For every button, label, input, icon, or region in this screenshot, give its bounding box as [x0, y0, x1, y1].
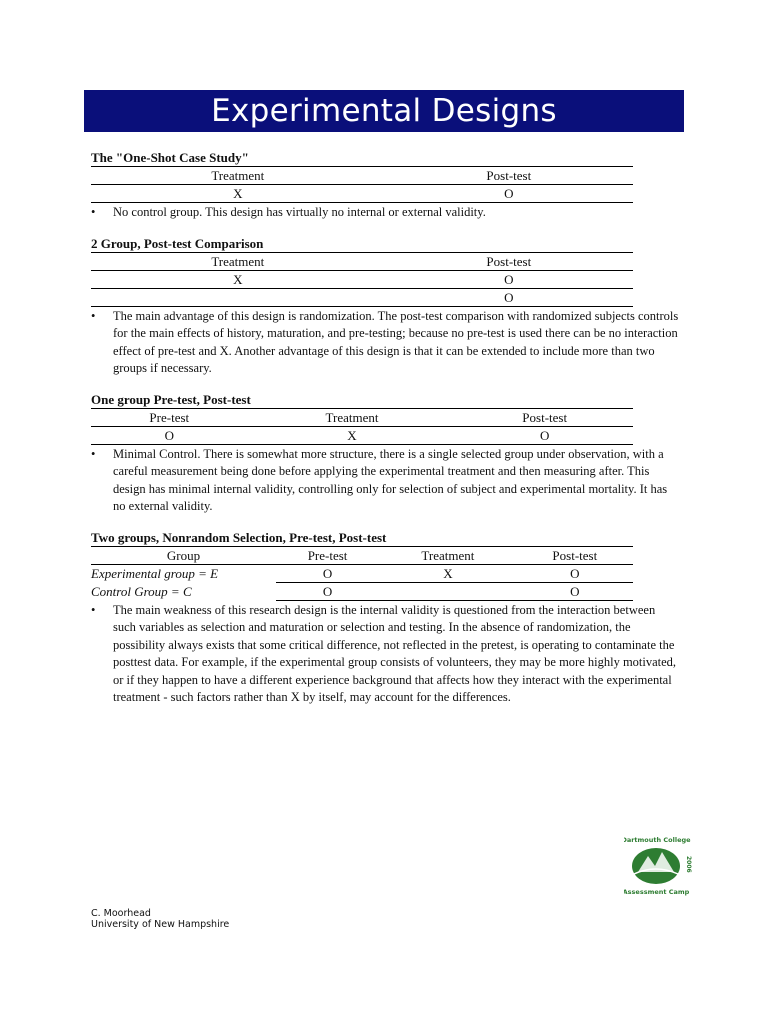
author-affiliation: University of New Hampshire	[91, 919, 230, 930]
table-cell: X	[91, 185, 385, 203]
design-table	[91, 546, 633, 601]
table-header: Treatment	[379, 546, 517, 564]
table-header: Treatment	[91, 167, 385, 185]
table-header: Treatment	[248, 408, 457, 426]
section-title: 2 Group, Post-test Comparison	[91, 235, 264, 251]
design-table	[91, 252, 633, 307]
table-header: Pre-test	[276, 546, 379, 564]
document-body	[91, 150, 681, 721]
table-cell	[91, 288, 385, 306]
bullet-point	[91, 602, 681, 707]
section-two-groups-nonrandom	[91, 530, 681, 707]
section-title: One group Pre-test, Post-test	[91, 391, 251, 407]
bullet-point	[91, 446, 681, 516]
table-cell: O	[517, 564, 633, 582]
table-cell: Control Group = C	[91, 583, 192, 599]
table-cell: O	[276, 564, 379, 582]
table-cell: Experimental group = E	[91, 565, 219, 581]
logo-year-text: 2006	[685, 856, 692, 873]
table-header: Pre-test	[91, 408, 248, 426]
assessment-camp-logo	[624, 834, 694, 898]
section-title: Two groups, Nonrandom Selection, Pre-test, Post-test	[91, 529, 387, 545]
table-header: Post-test	[517, 546, 633, 564]
bullet-text: No control group. This design has virtually no internal or external validity.	[113, 205, 486, 219]
section-title: The "One-Shot Case Study"	[91, 150, 249, 165]
table-header: Post-test	[456, 408, 633, 426]
section-one-shot-case-study	[91, 150, 681, 222]
footer	[91, 908, 229, 930]
table-cell: O	[385, 270, 633, 288]
bullet-text: Minimal Control. There is somewhat more structure, there is a single selected group under observation, with a careful measurement being done before applying the experimental treatment and then measuring after. This design has minimal internal validity, controlling only for selection of subject and experimental mortality. It has no external validity.	[113, 446, 668, 513]
logo-top-text: Dartmouth College	[624, 836, 691, 844]
bullet-icon: •	[91, 308, 96, 323]
table-header: Treatment	[91, 252, 385, 270]
table-header: Post-test	[385, 252, 633, 270]
section-one-group-pre-post	[91, 392, 681, 516]
bullet-point	[91, 308, 681, 378]
table-cell: O	[517, 582, 633, 600]
bullet-icon: •	[91, 205, 96, 219]
table-cell: O	[456, 426, 633, 444]
bullet-text: The main weakness of this research design is the internal validity is questioned from the interaction between such variables as selection and maturation or selection and testing. In the absence of randomization, the possibility always exists that some critical difference, not reflected in the pretest, is operating to contaminate the posttest data. For example, if the experimental group consists of volunteers, they may be more highly motivated, or if they happen to have a different experience background that affects how they interact with the experimental treatment - such factors rather than X by itself, may account for the differences.	[113, 602, 677, 704]
table-header: Post-test	[385, 167, 633, 185]
table-cell: O	[276, 582, 379, 600]
design-table	[91, 408, 633, 445]
table-cell: X	[248, 426, 457, 444]
table-cell: O	[385, 288, 633, 306]
table-header: Group	[91, 546, 276, 564]
section-two-group-post-test	[91, 236, 681, 378]
logo-bottom-text: Assessment Camp	[624, 888, 690, 896]
logo-graphic	[624, 834, 694, 898]
table-cell: O	[385, 185, 633, 203]
bullet-text: The main advantage of this design is randomization. The post-test comparison with randomized subjects controls for the main effects of history, maturation, and pre-testing; because no pre-test is used there can be no interaction effect of pre-test and X. Another advantage of this design is that it can be extended to include more than two groups if necessary.	[113, 308, 679, 375]
author-name: C. Moorhead	[91, 908, 151, 919]
bullet-icon: •	[91, 446, 96, 461]
page-title: Experimental Designs	[84, 90, 684, 132]
table-cell: X	[91, 270, 385, 288]
table-cell	[379, 582, 517, 600]
bullet-icon: •	[91, 602, 96, 617]
table-cell: X	[379, 564, 517, 582]
bullet-point	[91, 204, 681, 222]
table-cell: O	[91, 426, 248, 444]
design-table	[91, 166, 633, 203]
